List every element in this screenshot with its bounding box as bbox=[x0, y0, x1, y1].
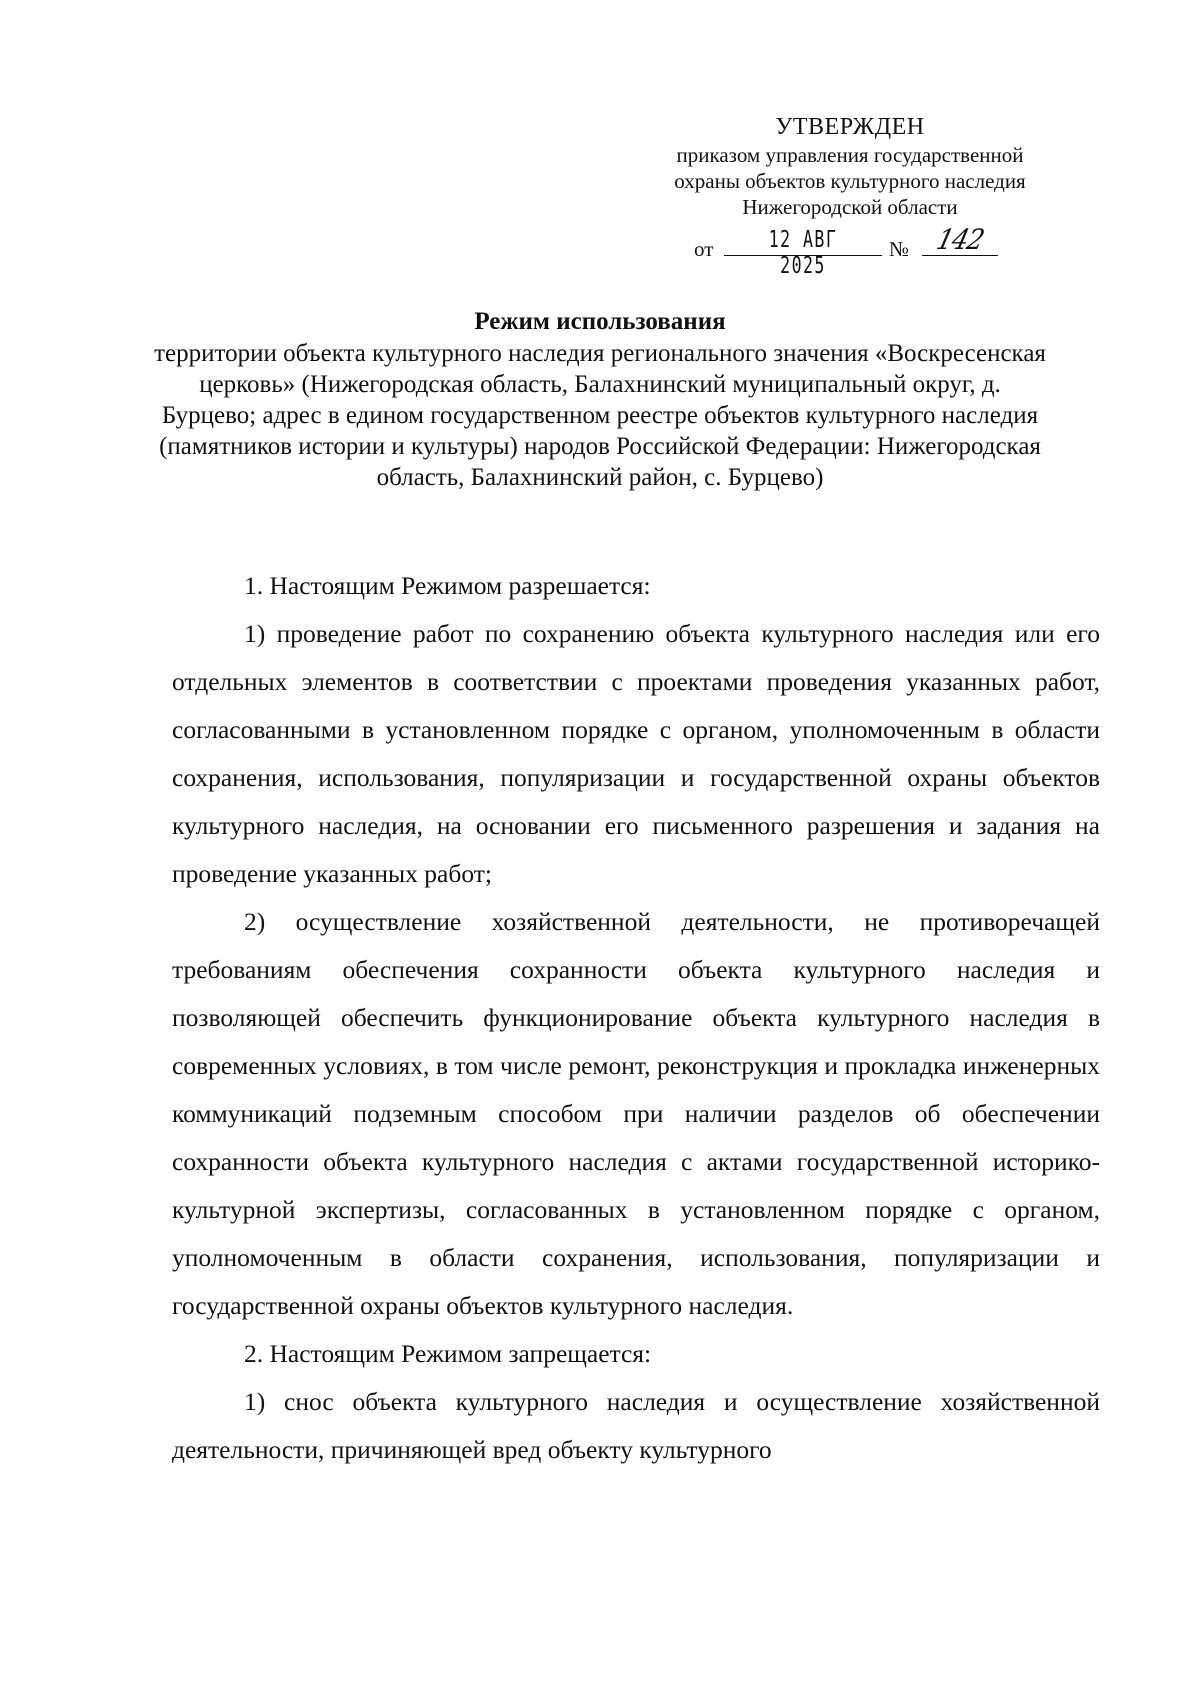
approval-block bbox=[630, 112, 1070, 220]
approval-title: УТВЕРЖДЕН bbox=[775, 114, 925, 140]
order-number-handwritten: 142 bbox=[933, 223, 987, 256]
approval-line-1: приказом управления государственной bbox=[676, 143, 1024, 167]
section-2-heading: 2. Настоящим Режимом запрещается: bbox=[244, 1339, 652, 1368]
document-title: Режим использования bbox=[474, 308, 726, 335]
number-field bbox=[922, 225, 998, 256]
date-stamp: 12 АВГ 2025 bbox=[768, 227, 838, 279]
number-sign: № bbox=[889, 237, 910, 261]
section-2-item-1: 1) снос объекта культурного наследия и осуществление хозяйственной деятельности, причиняющей вред объекту культурного bbox=[172, 1387, 1100, 1464]
section-1-item-2: 2) осуществление хозяйственной деятельности, не противоречащей требованиям обеспечения сохранности объекта культурного наследия и позволяющей обеспечить функционирование объекта культурного наследия в современных условиях, в том числе ремонт, реконструкция и прокладка инженерных коммуникаций подземным способом при наличии разделов об обеспечении сохранности объекта культурного наследия с актами государственной историко-культурной экспертизы, согласованных в установленном порядке с органом, уполномоченным в области сохранения, использования, популяризации и государственной охраны объектов культурного наследия. bbox=[172, 907, 1100, 1320]
approval-line-3: Нижегородской области bbox=[742, 195, 958, 219]
date-field bbox=[724, 225, 882, 279]
order-date-row bbox=[694, 223, 1074, 279]
section-1-heading: 1. Настоящим Режимом разрешается: bbox=[244, 571, 651, 600]
date-prefix: от bbox=[694, 237, 714, 261]
approval-line-2: охраны объектов культурного наследия bbox=[674, 169, 1026, 193]
section-1-item-1: 1) проведение работ по сохранению объекта культурного наследия или его отдельных элементов в соответствии с проектами проведения указанных работ, согласованными в установленном порядке с органом, уполномоченным в области сохранения, использования, популяризации и государственной охраны объектов культурного наследия, на основании его письменного разрешения и задания на проведение указанных работ; bbox=[172, 619, 1100, 888]
document-body bbox=[172, 562, 1100, 1474]
document-subtitle: территории объекта культурного наследия регионального значения «Воскресенская церковь» (Нижегородская область, Балахнинский муниципальный округ, д. Бурцево; адрес в едином государственном реестре объектов культурного наследия (памятников истории и культуры) народов Российской Федерации: Нижегородская область, Балахнинский район, с. Бурцево) bbox=[154, 340, 1046, 491]
